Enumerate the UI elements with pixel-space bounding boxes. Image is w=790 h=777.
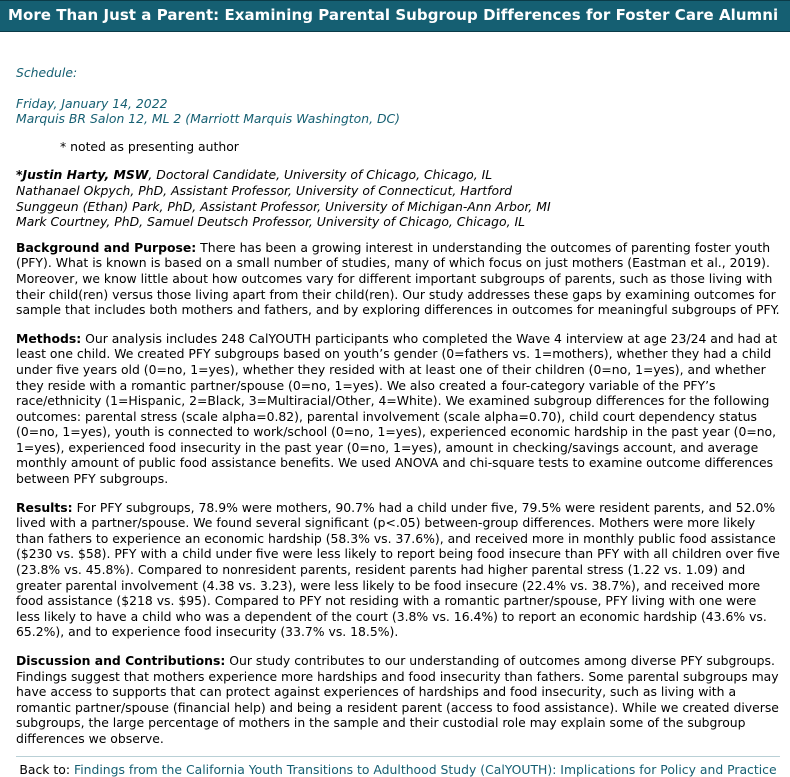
abstract-content	[0, 65, 790, 777]
section-body: Our analysis includes 248 CalYOUTH participants who completed the Wave 4 interview at age 23/24 and had at least one child. We created PFY subgroups based on youth’s gender (0=fathers vs. 1=mothers), whether they had a child under five years old (0=no, 1=yes), whether they resided with at least one of their children (0=no, 1=yes), and whether they reside with a romantic partner/spouse (0=no, 1=yes). We also created a four-category variable of the PFY’s race/ethnicity (1=Hispanic, 2=Black, 3=Multiracial/Other, 4=White). We examined subgroup differences for the following outcomes: parental stress (scale alpha=0.82), parental involvement (scale alpha=0.70), child court dependency status (0=no, 1=yes), youth is connected to work/school (0=no, 1=yes), experienced economic hardship in the past year (0=no, 1=yes), experienced food insecurity in the past year (0=no, 1=yes), amount in checking/savings account, and average monthly amount of public food assistance benefits. We used ANOVA and chi-square tests to examine outcome differences between PFY subgroups.	[16, 330, 778, 487]
section-heading: Background and Purpose:	[16, 239, 197, 255]
back-to-symposium-link[interactable]: Findings from the California Youth Transitions to Adulthood Study (CalYOUTH): Implications for Policy and Practice	[73, 761, 777, 777]
section-background	[16, 240, 780, 318]
page-title: More Than Just a Parent: Examining Parental Subgroup Differences for Foster Care Alumni	[8, 6, 779, 25]
title-bar	[0, 0, 790, 32]
footer-divider	[16, 756, 780, 757]
section-methods	[16, 331, 780, 487]
presenting-author-note: * noted as presenting author	[60, 138, 239, 154]
section-heading: Methods:	[16, 330, 82, 346]
section-results	[16, 500, 780, 640]
back-to-footer	[16, 762, 780, 777]
section-body: Our study contributes to our understanding of outcomes among diverse PFY subgroups. Findings suggest that mothers experience more hardships and food insecurity than fathers. Some parental subgroups may have access to supports that can protect against experiences of hardships and food insecurity, such as living with a romantic partner/spouse (financial help) and being a resident parent (access to food assistance). While we created diverse subgroups, the large percentage of mothers in the sample and their custodial role may explain some of the subgroup differences we observe.	[16, 653, 779, 746]
author-line: Nathanael Okpych, PhD, Assistant Professor, University of Connecticut, Hartford	[16, 182, 513, 198]
author-line: Mark Courtney, PhD, Samuel Deutsch Professor, University of Chicago, Chicago, IL	[16, 214, 526, 230]
schedule-label: Schedule:	[16, 65, 78, 80]
section-body: There has been a growing interest in understanding the outcomes of parenting foster youth (PFY). What is known is based on a small number of studies, many of which focus on just mothers (Eastman et al., 2019). Moreover, we know little about how outcomes vary for different important subgroups of parents, such as those living with their child(ren) versus those living apart from their child(ren). Our study addresses these gaps by examining outcomes for sample that includes both mothers and fathers, and by exploring differences in outcomes for meaningful subgroups of PFY.	[16, 239, 780, 318]
schedule-date: Friday, January 14, 2022	[16, 95, 168, 111]
section-heading: Results:	[16, 499, 73, 515]
author-line: Sunggeun (Ethan) Park, PhD, Assistant Professor, University of Michigan-Ann Arbor, MI	[16, 198, 551, 214]
back-to-label: Back to:	[19, 761, 74, 777]
presenting-author	[16, 167, 780, 183]
section-heading: Discussion and Contributions:	[16, 653, 226, 668]
presenter-affiliation: , Doctoral Candidate, University of Chicago, Chicago, IL	[148, 167, 493, 183]
schedule-location: Marquis BR Salon 12, ML 2 (Marriott Marquis Washington, DC)	[16, 111, 401, 127]
presenter-name: *Justin Harty, MSW	[16, 167, 149, 183]
section-body: For PFY subgroups, 78.9% were mothers, 90.7% had a child under five, 79.5% were resident parents, and 52.0% lived with a partner/spouse. We found several significant (p<.05) between-group differences. Mothers were more likely than fathers to experience an economic hardship (58.3% vs. 37.6%), and received more in monthly public food assistance ($230 vs. $58). PFY with a child under five were less likely to report being food insecure than PFY with all children over five (23.8% vs. 45.8%). Compared to nonresident parents, resident parents had higher parental stress (1.22 vs. 1.09) and greater parental involvement (4.38 vs. 3.23), were less likely to be food insecure (22.4% vs. 38.7%), and received more food assistance ($218 vs. $95). Compared to PFY not residing with a romantic partner/spouse, PFY living with one were less likely to have a child who was a dependent of the court (3.8% vs. 16.4%) to report an economic hardship (43.6% vs. 65.2%), and to experience food insecurity (33.7% vs. 18.5%).	[16, 499, 780, 640]
section-discussion	[16, 653, 780, 747]
author-list	[16, 167, 780, 229]
